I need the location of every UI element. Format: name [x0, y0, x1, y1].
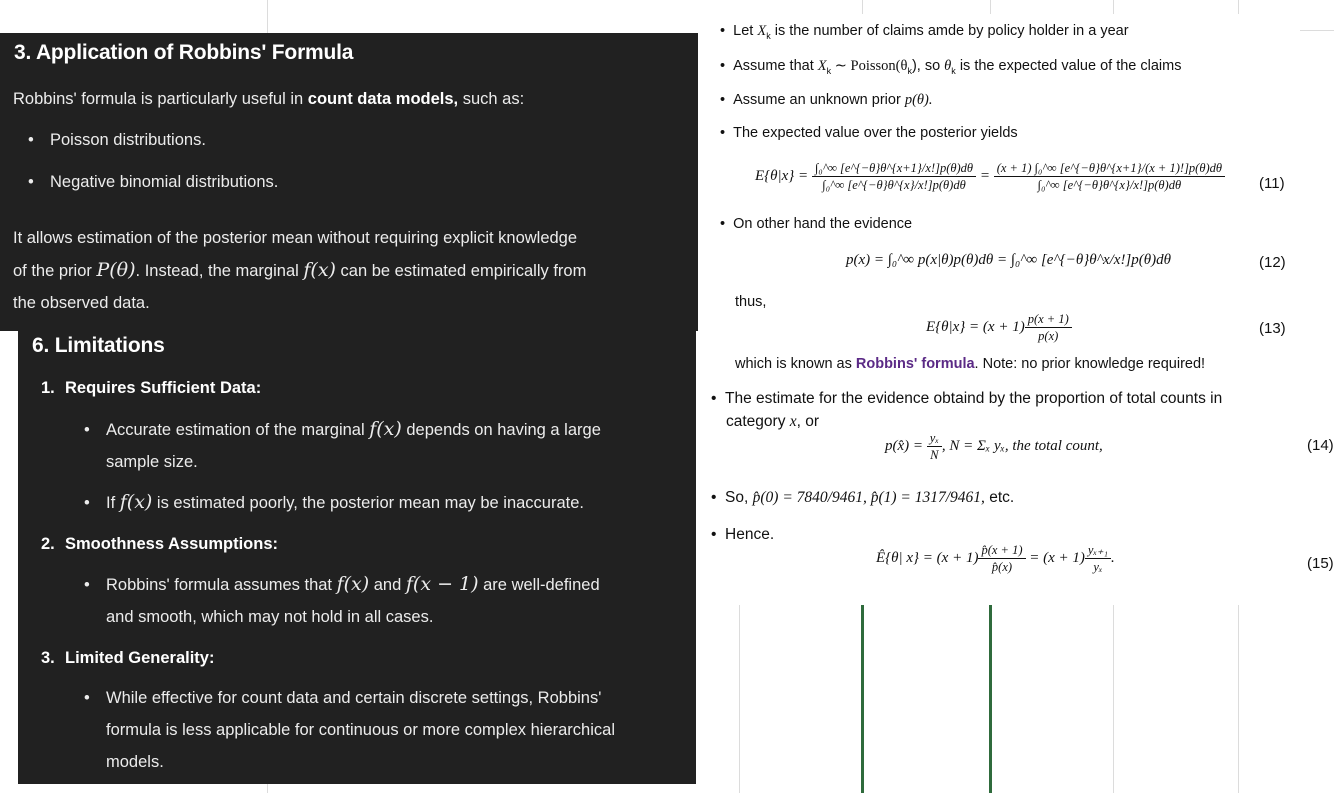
math-inline: X: [757, 23, 767, 39]
math-inline: P(θ): [96, 259, 136, 281]
eq-fraction: [994, 160, 1225, 193]
limitations-section-panel: [18, 331, 696, 784]
bullet-poisson: [720, 58, 1181, 76]
bullet-icon: •: [28, 131, 34, 149]
frac-den: ∫₀^∞ [e^{−θ}θ^{x}/x!]p(θ)dθ: [822, 178, 966, 192]
bullet-posterior: [720, 125, 1018, 141]
frac-num: yₓ: [927, 430, 942, 447]
bullet-icon: •: [28, 173, 34, 191]
eq-fraction: [812, 160, 976, 193]
text: On other hand the evidence: [733, 216, 913, 232]
equation-number: (15): [1307, 555, 1334, 572]
eq-fraction: [978, 542, 1025, 575]
numbered-item: [41, 642, 214, 674]
list-item: [28, 166, 278, 198]
bullet-icon: •: [720, 125, 734, 141]
bullet-so: [711, 489, 1014, 507]
bullet-icon: •: [720, 58, 734, 74]
list-item-text: Poisson distributions.: [50, 131, 206, 149]
list-item-text: formula is less applicable for continuous or more complex hierarchical: [106, 721, 615, 739]
paragraph-text: . Instead, the marginal: [135, 262, 304, 280]
application-section-panel: [0, 33, 698, 331]
text: which is known as: [735, 356, 856, 372]
section-title-application: 3. Application of Robbins' Formula: [14, 41, 354, 64]
bullet-estimate: [711, 387, 1222, 433]
math-sub: k: [826, 65, 832, 76]
eq-fraction: [1085, 542, 1111, 575]
robbins-note: [735, 356, 1205, 372]
grid-line: [1113, 0, 1114, 14]
grid-line: [739, 605, 740, 793]
frac-num: yₓ₊₁: [1085, 542, 1111, 559]
text: So,: [725, 489, 753, 506]
grid-highlight-line: [861, 605, 864, 793]
eq-sign: = (x + 1): [1029, 549, 1085, 566]
text: , or: [796, 413, 820, 430]
bullet-icon: •: [84, 576, 90, 594]
list-item: [84, 486, 584, 519]
math-inline: f(x − 1): [405, 573, 479, 595]
bullet-icon: •: [720, 92, 734, 108]
section-paragraph: [13, 222, 586, 319]
math-inline: θ: [944, 58, 952, 74]
math-inline: x: [789, 413, 797, 430]
list-item-text: If: [106, 494, 120, 512]
grid-line: [990, 0, 991, 14]
math-inline: f(x): [303, 259, 336, 281]
text: The expected value over the posterior yields: [733, 125, 1018, 141]
math-sub: k: [766, 30, 771, 41]
eq-end: .: [1110, 549, 1115, 566]
paragraph-line: the observed data.: [13, 294, 150, 312]
bullet-icon: •: [84, 494, 90, 512]
intro-text: Robbins' formula is particularly useful in: [13, 90, 308, 108]
frac-den: yₓ: [1093, 560, 1103, 574]
intro-text-end: such as:: [458, 90, 525, 108]
equation-11: [755, 160, 1225, 193]
eq-lhs: E{θ|x} = (x + 1): [926, 318, 1025, 335]
item-number: 3.: [41, 649, 55, 667]
grid-line: [267, 0, 268, 33]
bullet-claims: [720, 23, 1129, 41]
bullet-icon: •: [720, 216, 734, 232]
list-item-text: is estimated poorly, the posterior mean may be inaccurate.: [152, 494, 584, 512]
frac-num: (x + 1) ∫₀^∞ [e^{−θ}θ^{x+1}/(x + 1)!]p(θ)dθ: [994, 160, 1225, 177]
grid-line: [1300, 30, 1334, 31]
eq-sign: =: [979, 167, 990, 184]
text: Assume an unknown prior: [733, 92, 905, 108]
bullet-icon: •: [84, 421, 90, 439]
list-item-text: depends on having a large: [401, 421, 601, 439]
numbered-item: [41, 372, 261, 404]
equation-number: (13): [1259, 320, 1286, 337]
section-title-limitations: 6. Limitations: [32, 334, 165, 357]
bullet-icon: •: [711, 390, 726, 407]
paragraph-text: can be estimated empirically from: [335, 262, 587, 280]
list-item-text: and: [369, 576, 406, 594]
frac-num: p̂(x + 1): [978, 542, 1025, 559]
frac-num: ∫₀^∞ [e^{−θ}θ^{x+1}/x!]p(θ)dθ: [812, 160, 976, 177]
bullet-icon: •: [84, 689, 90, 707]
bullet-icon: •: [720, 23, 734, 39]
frac-den: p̂(x): [991, 560, 1013, 574]
bullet-hence: [711, 526, 774, 544]
list-item-text: Accurate estimation of the marginal: [106, 421, 370, 439]
robbins-formula-link[interactable]: Robbins' formula: [855, 356, 975, 372]
frac-den: N: [930, 448, 939, 462]
grid-line: [1113, 605, 1114, 793]
math-inline: f(x): [336, 573, 370, 595]
equation-12: p(x) = ∫₀^∞ p(x|θ)p(θ)dθ = ∫₀^∞ [e^{−θ}θ^x/x!]p(θ)dθ: [846, 252, 1171, 268]
text: Assume that: [733, 58, 818, 74]
equation-14: [885, 430, 1103, 463]
list-item-text: Negative binomial distributions.: [50, 173, 279, 191]
list-item-text: sample size.: [106, 453, 198, 471]
grid-line: [862, 0, 863, 14]
equation-number: (11): [1259, 175, 1285, 192]
text: Hence.: [725, 526, 775, 543]
equation-number: (14): [1307, 437, 1334, 454]
equation-13: [926, 311, 1072, 344]
list-item-text: models.: [106, 753, 164, 771]
list-item: [28, 124, 206, 156]
thus-text: thus,: [735, 294, 767, 310]
frac-den: p(x): [1038, 329, 1059, 343]
eq-lhs: E{θ|x} =: [755, 167, 809, 184]
math-inline: X: [817, 58, 827, 74]
frac-num: p(x + 1): [1025, 311, 1072, 328]
item-number: 1.: [41, 379, 55, 397]
item-number: 2.: [41, 535, 55, 553]
list-item-text: Robbins' formula assumes that: [106, 576, 337, 594]
eq-fraction: [927, 430, 942, 463]
list-item: [84, 682, 615, 778]
text: etc.: [984, 489, 1015, 506]
eq-lhs: p(x̂) =: [885, 437, 924, 454]
list-item-text: While effective for count data and certain discrete settings, Robbins': [106, 689, 602, 707]
math-inline: f(x): [369, 418, 402, 440]
frac-den: ∫₀^∞ [e^{−θ}θ^{x}/x!]p(θ)dθ: [1037, 178, 1182, 192]
eq-lhs: Ê{θ| x} = (x + 1): [876, 549, 979, 566]
math-inline: p(θ).: [904, 92, 933, 108]
bullet-prior: [720, 92, 932, 109]
numbered-item: [41, 528, 278, 560]
list-item-text: are well-defined: [478, 576, 600, 594]
math-sub: k: [907, 65, 912, 76]
bullet-evidence: [720, 216, 912, 232]
text: is the expected value of the claims: [955, 58, 1182, 74]
grid-line: [1238, 0, 1239, 14]
text: Let: [733, 23, 758, 39]
text: ), so: [911, 58, 945, 74]
eq-fraction: [1025, 311, 1072, 344]
list-item: [84, 413, 601, 478]
grid-line: [267, 784, 268, 793]
equation-15: [876, 542, 1115, 575]
grid-line: [1238, 605, 1239, 793]
math-inline: p̂(0) = 7840/9461, p̂(1) = 1317/9461,: [752, 489, 985, 506]
eq-rhs: , N = Σₓ yₓ, the total count,: [941, 437, 1103, 454]
paragraph-text: of the prior: [13, 262, 97, 280]
list-item: [84, 568, 600, 633]
item-label: Limited Generality:: [65, 649, 215, 667]
bullet-icon: •: [711, 526, 726, 543]
paragraph-line: It allows estimation of the posterior mean without requiring explicit knowledge: [13, 229, 578, 247]
item-label: Smoothness Assumptions:: [65, 535, 278, 553]
text: The estimate for the evidence obtaind by the proportion of total counts in: [725, 390, 1223, 407]
section-intro: [13, 83, 524, 115]
grid-highlight-line: [989, 605, 992, 793]
list-item-text: and smooth, which may not hold in all cases.: [106, 608, 434, 626]
equation-number: (12): [1259, 254, 1286, 271]
text: is the number of claims amde by policy holder in a year: [770, 23, 1129, 39]
math-inline: ∼ Poisson(θ: [831, 58, 908, 74]
intro-bold: count data models,: [307, 90, 459, 108]
text: . Note: no prior knowledge required!: [974, 356, 1206, 372]
text: category: [726, 413, 790, 430]
math-sub: k: [951, 65, 956, 76]
math-inline: f(x): [119, 491, 153, 513]
bullet-icon: •: [711, 489, 726, 506]
item-label: Requires Sufficient Data:: [65, 379, 262, 397]
